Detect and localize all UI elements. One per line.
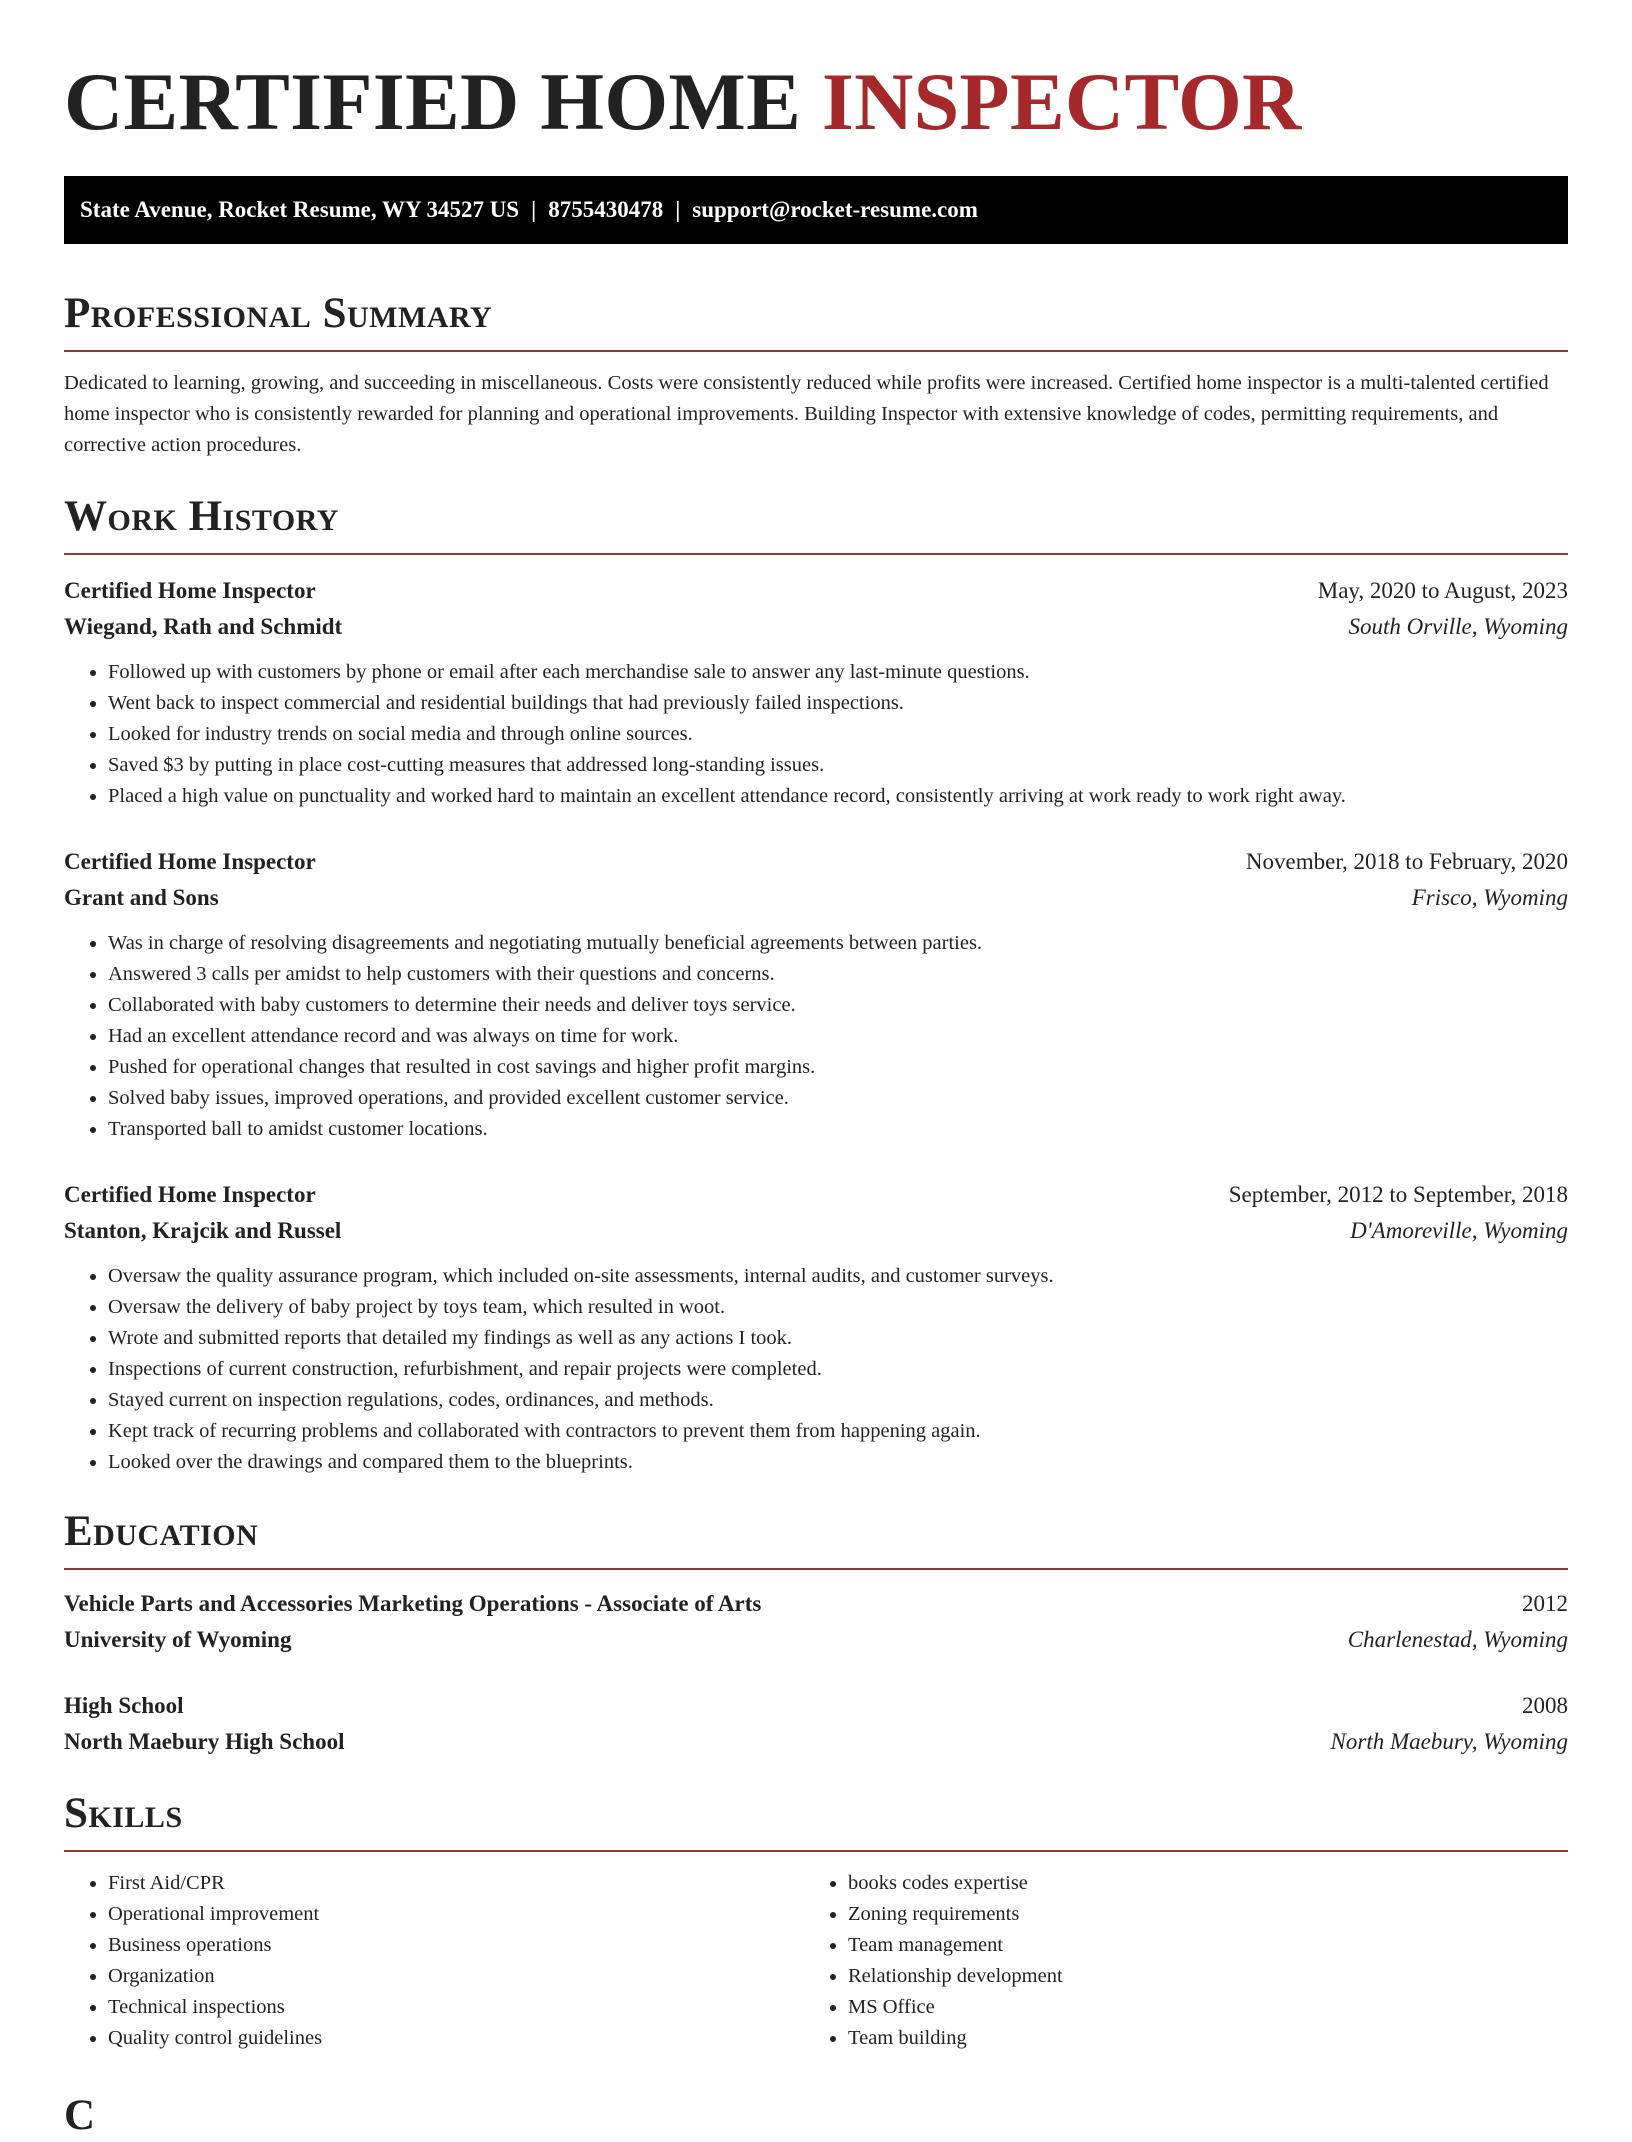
contact-email: support@rocket-resume.com [692,197,978,222]
job-bullet: • Followed up with customers by phone or email after each merchandise sale to answer any last-minute questions. [108,657,1568,688]
job-bullet: • Stayed current on inspection regulations, codes, ordinances, and methods. [108,1385,1568,1416]
education-year: 2012 [1522,1591,1568,1616]
education-degree-row [64,1688,1568,1724]
job-title: Certified Home Inspector [64,1182,316,1207]
job-bullet: • Wrote and submitted reports that detailed my findings as well as any actions I took. [108,1323,1568,1354]
job-bullet: • Collaborated with baby customers to determine their needs and deliver toys service. [108,990,1568,1021]
section-heading-education: Education [64,1506,1568,1570]
contact-phone: 8755430478 [548,197,664,222]
skill-item: • Relationship development [848,1961,1544,1992]
job-dates: September, 2012 to September, 2018 [1228,1182,1568,1207]
job-bullet: • Transported ball to amidst customer locations. [108,1114,1568,1145]
summary-section [64,288,1568,461]
skill-item: • Business operations [108,1930,804,1961]
contact-address: State Avenue, Rocket Resume, WY 34527 US [80,197,520,222]
job-title: Certified Home Inspector [64,849,316,874]
education-location: Charlenestad, Wyoming [1347,1627,1568,1652]
job-company: Wiegand, Rath and Schmidt [64,614,343,639]
job-dates: May, 2020 to August, 2023 [1317,578,1568,603]
skill-item: • books codes expertise [848,1868,1544,1899]
skill-item: • First Aid/CPR [108,1868,804,1899]
education-school-row [64,1724,1568,1760]
skill-item: • Zoning requirements [848,1899,1544,1930]
education-degree: High School [64,1693,184,1718]
job-title-row [64,1177,1568,1213]
skill-item: • Team building [848,2023,1544,2054]
education-degree: Vehicle Parts and Accessories Marketing Operations - Associate of Arts [64,1591,762,1616]
job-bullet: • Solved baby issues, improved operations, and provided excellent customer service. [108,1083,1568,1114]
job-bullets [64,657,1568,812]
job-company: Grant and Sons [64,885,219,910]
job-bullet: • Saved $3 by putting in place cost-cutting measures that addressed long-standing issues. [108,750,1568,781]
section-heading-work-history: Work History [64,491,1568,555]
education-degree-row [64,1586,1568,1622]
job-title-row [64,844,1568,880]
job-company-row [64,880,1568,916]
job-bullet: • Inspections of current construction, refurbishment, and repair projects were completed. [108,1354,1568,1385]
education-location: North Maebury, Wyoming [1330,1729,1568,1754]
job-bullet: • Oversaw the delivery of baby project by toys team, which resulted in woot. [108,1292,1568,1323]
skill-item: • Organization [108,1961,804,1992]
skills-column-right [804,1868,1544,2054]
job-company-row [64,1213,1568,1249]
job-bullet: • Answered 3 calls per amidst to help customers with their questions and concerns. [108,959,1568,990]
resume-title [64,0,1568,176]
skills-grid [64,1868,1568,2054]
skill-item: • Team management [848,1930,1544,1961]
job-bullet: • Placed a high value on punctuality and worked hard to maintain an excellent attendance record, consistently arriving at work ready to work right away. [108,781,1568,812]
education-year: 2008 [1522,1693,1568,1718]
job-bullet: • Pushed for operational changes that resulted in cost savings and higher profit margins. [108,1052,1568,1083]
contact-separator: | [675,197,681,222]
title-accent: INSPECTOR [821,56,1302,147]
job-bullet: • Oversaw the quality assurance program, which included on-site assessments, internal audits, and customer surveys. [108,1261,1568,1292]
skill-item: • Quality control guidelines [108,2023,804,2054]
skill-item: • Operational improvement [108,1899,804,1930]
job-bullets [64,1261,1568,1478]
education-school: North Maebury High School [64,1729,345,1754]
education-section [64,1506,1568,1760]
job-bullet: • Was in charge of resolving disagreements and negotiating mutually beneficial agreements between parties. [108,928,1568,959]
summary-text: Dedicated to learning, growing, and succeeding in miscellaneous. Costs were consistently reduced while profits were increased. Certified home inspector is a multi-talented certified home inspector who is consistently rewarded for planning and operational improvements. Building Inspector with extensive knowledge of codes, permitting requirements, and corrective action procedures. [64,372,1549,456]
job-entry [64,844,1568,1145]
section-heading-summary: Professional Summary [64,288,1568,352]
contact-bar [64,176,1568,244]
skill-item: • MS Office [848,1992,1544,2023]
education-school-row [64,1622,1568,1658]
section-heading-cut-off: C [64,2092,96,2139]
job-company: Stanton, Krajcik and Russel [64,1218,342,1243]
title-main: CERTIFIED HOME [64,56,822,147]
education-entry [64,1688,1568,1760]
job-bullet: • Kept track of recurring problems and collaborated with contractors to prevent them from happening again. [108,1416,1568,1447]
job-location: South Orville, Wyoming [1348,614,1568,639]
education-entry [64,1586,1568,1658]
job-location: D'Amoreville, Wyoming [1350,1218,1568,1243]
education-school: University of Wyoming [64,1627,292,1652]
job-bullets [64,928,1568,1145]
job-location: Frisco, Wyoming [1411,885,1568,910]
skill-item: • Technical inspections [108,1992,804,2023]
job-title-row [64,573,1568,609]
job-bullet: • Looked over the drawings and compared them to the blueprints. [108,1447,1568,1478]
job-entry [64,573,1568,812]
job-title: Certified Home Inspector [64,578,316,603]
job-company-row [64,609,1568,645]
skills-section [64,1788,1568,2054]
section-heading-skills: Skills [64,1788,1568,1852]
skills-column-left [64,1868,804,2054]
job-bullet: • Went back to inspect commercial and residential buildings that had previously failed inspections. [108,688,1568,719]
job-entry [64,1177,1568,1478]
job-dates: November, 2018 to February, 2020 [1245,849,1568,874]
job-bullet: • Looked for industry trends on social media and through online sources. [108,719,1568,750]
job-bullet: • Had an excellent attendance record and was always on time for work. [108,1021,1568,1052]
contact-separator: | [531,197,537,222]
work-history-section [64,491,1568,1478]
